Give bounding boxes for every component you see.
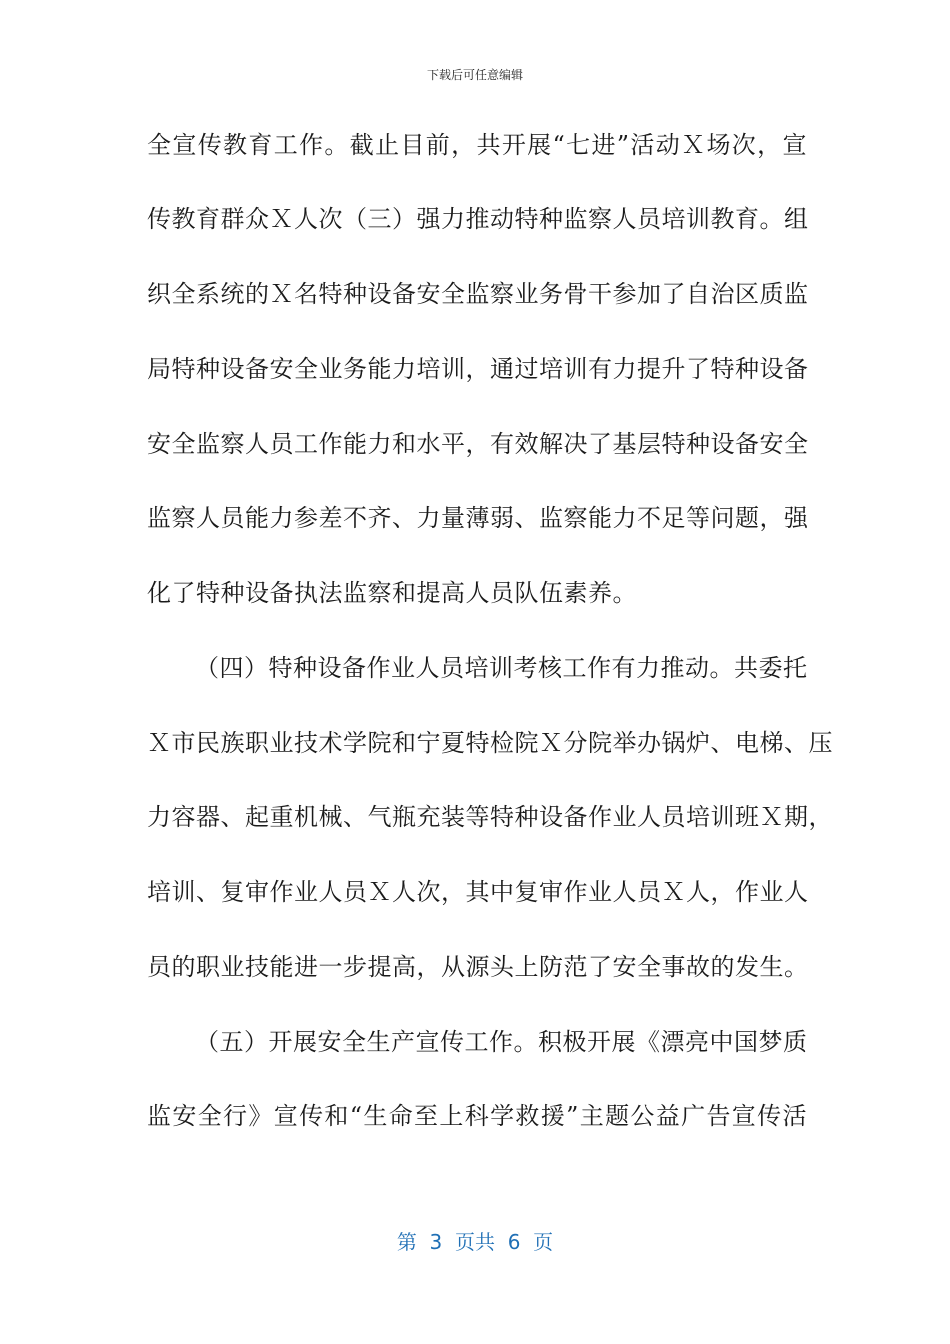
- paragraph-line: 监察人员能力参差不齐、力量薄弱、监察能力不足等问题，强: [147, 504, 809, 532]
- paragraph-line: 安全监察人员工作能力和水平，有效解决了基层特种设备安全: [147, 430, 809, 458]
- paragraph-line: 力容器、起重机械、气瓶充装等特种设备作业人员培训班Ｘ期，: [147, 803, 833, 831]
- paragraph-line: Ｘ市民族职业技术学院和宁夏特检院Ｘ分院举办锅炉、电梯、压: [147, 729, 833, 757]
- paragraph-line: 培训、复审作业人员Ｘ人次，其中复审作业人员Ｘ人，作业人: [147, 878, 809, 906]
- paragraph-line: （五）开展安全生产宣传工作。积极开展《漂亮中国梦质: [195, 1028, 808, 1056]
- paragraph-line: 员的职业技能进一步提高，从源头上防范了安全事故的发生。: [147, 953, 809, 981]
- page-header: 下载后可任意编辑: [426, 68, 523, 82]
- page-number: 第 3 页共 6 页: [396, 1230, 554, 1254]
- paragraph-line: 化了特种设备执法监察和提高人员队伍素养。: [147, 579, 637, 607]
- paragraph-line: 局特种设备安全业务能力培训，通过培训有力提升了特种设备: [147, 355, 809, 383]
- paragraph-line: 传教育群众Ｘ人次（三）强力推动特种监察人员培训教育。组: [147, 205, 809, 233]
- paragraph-line: 监安全行》宣传和“生命至上科学救援”主题公益广告宣传活: [147, 1102, 807, 1130]
- paragraph-line: 全宣传教育工作。截止目前，共开展“七进”活动Ｘ场次，宣: [147, 131, 807, 159]
- paragraph-line: （四）特种设备作业人员培训考核工作有力推动。共委托: [195, 654, 808, 682]
- paragraph-line: 织全系统的Ｘ名特种设备安全监察业务骨干参加了自治区质监: [147, 280, 809, 308]
